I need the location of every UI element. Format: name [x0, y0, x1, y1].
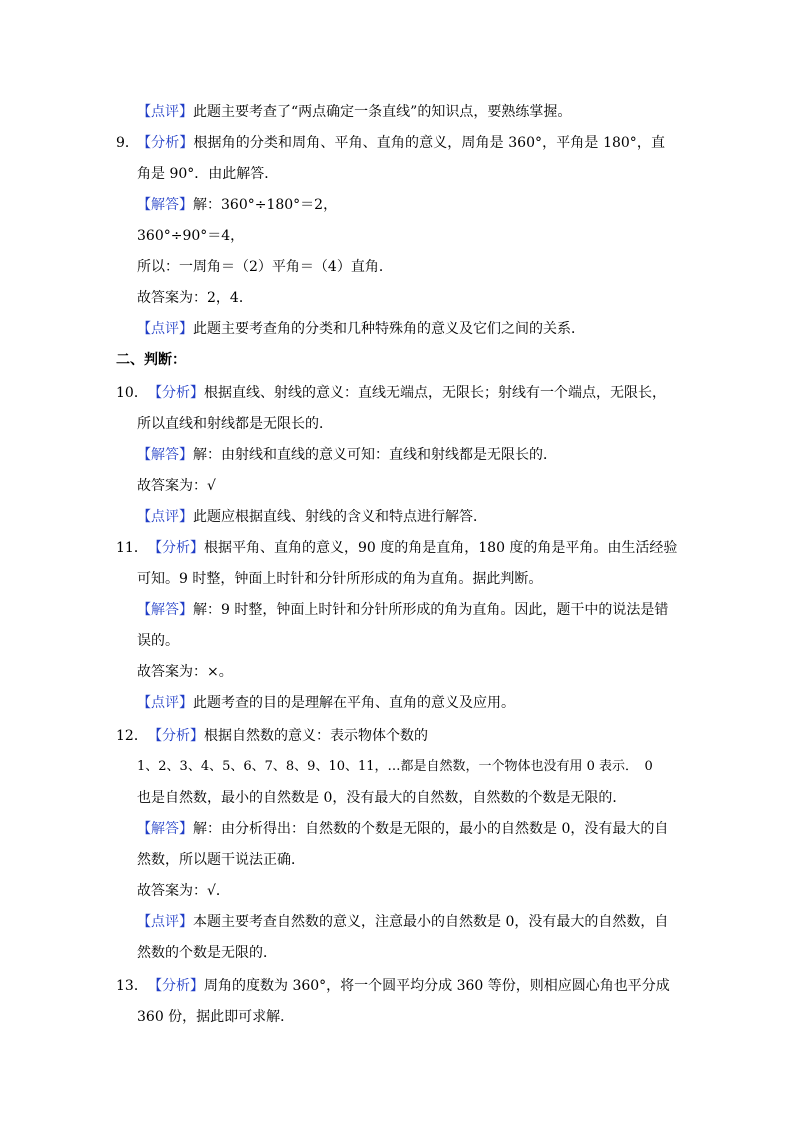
comment-text: 此题考查的目的是理解在平角、直角的意义及应用。 [193, 695, 515, 711]
comment-tag: 【点评】 [137, 321, 193, 337]
answer-tag: 【解答】 [137, 602, 193, 618]
analysis-line [148, 977, 670, 995]
analysis-tag: 【分析】 [137, 135, 194, 151]
comment-tag: 【点评】 [137, 509, 193, 525]
answer-line [137, 446, 557, 464]
comment-tag: 【点评】 [137, 695, 193, 711]
comment-text: 本题主要考查自然数的意义，注意最小的自然数是 0，没有最大的自然数，自 [193, 914, 669, 930]
question-13-number: 13． [116, 978, 148, 994]
analysis-continuation: 1、2、3、4、5、6、7、8、9、10、11，…都是自然数，一个物体也没有用 0 表示． 0 [137, 759, 653, 774]
analysis-tag: 【分析】 [148, 385, 204, 401]
analysis-text: 根据平角、直角的意义，90 度的角是直角，180 度的角是平角。由生活经验 [204, 540, 678, 556]
question-12-number: 12． [116, 728, 148, 744]
comment-text: 此题应根据直线、射线的含义和特点进行解答． [193, 509, 487, 525]
analysis-continuation: 可知。9 时整，钟面上时针和分针所形成的角为直角。据此判断。 [137, 571, 543, 587]
analysis-line [148, 539, 678, 557]
comment-continuation: 然数的个数是无限的． [137, 945, 277, 961]
analysis-line [137, 134, 665, 152]
comment-line [137, 103, 571, 121]
comment-text: 此题主要考查角的分类和几种特殊角的意义及它们之间的关系． [193, 321, 585, 337]
final-answer: 故答案为：√． [137, 883, 230, 899]
answer-line [137, 820, 669, 838]
comment-line [137, 694, 515, 712]
comment-line [137, 320, 585, 338]
answer-line [137, 196, 337, 214]
final-answer: 故答案为：×。 [137, 664, 233, 680]
section-heading: 二、判断： [116, 352, 186, 368]
answer-text: 解：360°÷180°＝2， [193, 197, 338, 213]
analysis-tag: 【分析】 [148, 540, 204, 556]
analysis-text: 根据直线、射线的意义：直线无端点，无限长；射线有一个端点，无限长， [204, 385, 666, 401]
answer-tag: 【解答】 [137, 821, 193, 837]
answer-continuation: 所以：一周角＝（2）平角＝（4）直角． [137, 259, 393, 275]
analysis-line [148, 384, 665, 402]
answer-text: 解：9 时整，钟面上时针和分针所形成的角为直角。因此，题干中的说法是错 [193, 602, 669, 618]
comment-tag: 【点评】 [137, 104, 193, 120]
analysis-tag: 【分析】 [148, 978, 204, 994]
comment-text: 此题主要考查了“两点确定一条直线”的知识点，要熟练掌握。 [193, 104, 572, 120]
analysis-continuation: 也是自然数，最小的自然数是 0，没有最大的自然数，自然数的个数是无限的． [137, 790, 627, 806]
answer-text: 解：由分析得出：自然数的个数是无限的，最小的自然数是 0，没有最大的自 [193, 821, 669, 837]
question-11-number: 11． [116, 540, 148, 556]
analysis-continuation: 角是 90°．由此解答． [137, 166, 279, 182]
answer-continuation: 误的。 [137, 633, 179, 649]
answer-continuation: 360°÷90°＝4， [137, 228, 245, 244]
analysis-text: 根据自然数的意义：表示物体个数的 [204, 728, 428, 744]
answer-continuation: 然数，所以题干说法正确． [137, 852, 305, 868]
answer-text: 解：由射线和直线的意义可知：直线和射线都是无限长的． [193, 447, 557, 463]
answer-line [137, 601, 669, 619]
comment-line [137, 508, 487, 526]
final-answer: 故答案为：2，4． [137, 290, 253, 306]
comment-tag: 【点评】 [137, 914, 193, 930]
answer-tag: 【解答】 [137, 197, 193, 213]
question-9-number: 9． [116, 135, 139, 151]
analysis-line [148, 727, 428, 745]
final-answer: 故答案为：√ [137, 478, 216, 494]
analysis-continuation: 360 份，据此即可求解． [137, 1009, 295, 1025]
question-10-number: 10． [116, 385, 148, 401]
analysis-continuation: 所以直线和射线都是无限长的． [137, 416, 333, 432]
analysis-text: 周角的度数为 360°，将一个圆平均分成 360 等份，则相应圆心角也平分成 [204, 978, 670, 994]
analysis-text: 根据角的分类和周角、平角、直角的意义，周角是 360°，平角是 180°，直 [193, 135, 666, 151]
analysis-tag: 【分析】 [148, 728, 204, 744]
answer-tag: 【解答】 [137, 447, 193, 463]
comment-line [137, 913, 669, 931]
